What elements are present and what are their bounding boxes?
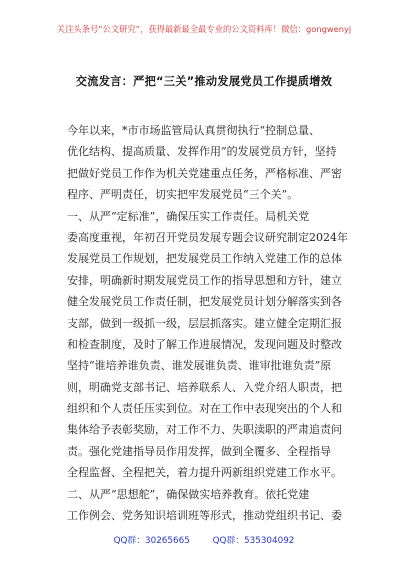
body-line: 则，明确党支部书记、培养联系人、入党介绍人职责，把 (67, 380, 342, 394)
footer-qq-groups (0, 533, 408, 546)
body-line: 发展党员工作规划，把发展党员工作纳入党建工作的总体 (67, 252, 342, 266)
qq-group-1: QQ群：30265665 (113, 536, 190, 546)
body-line: 组织和个人责任压实到位。对在工作中表现突出的个人和 (67, 402, 342, 416)
body-line: 和检查制度，及时了解工作进展情况，发现问题及时整改 (67, 337, 342, 351)
body-line: 优化结构、提高质量、发挥作用”的发展党员方针，坚持 (67, 145, 337, 159)
body-line: 二、从严“思想舵”，确保做实培养教育。依托党建 (67, 487, 310, 501)
body-line: 今年以来，*市市场监管局认真贯彻执行“控制总量、 (67, 124, 321, 137)
body-line: 一、从严“定标准”，确保压实工作责任。局机关党 (67, 209, 310, 223)
top-banner (0, 0, 408, 48)
qq-group-2: QQ群：535304092 (212, 536, 295, 546)
body-line: 坚持“谁培养谁负责、谁发展谁负责、谁审批谁负责”原 (67, 359, 332, 373)
body-line: 工作例会、党务知识培训班等形式，推动党组织书记、委 (67, 509, 342, 523)
body-line: 集体给予表彰奖励，对工作不力、失职渎职的严肃追责问 (67, 423, 342, 437)
body-line: 把做好党员工作作为机关党建重点任务，严格标准、严密 (67, 166, 342, 180)
body-line: 健全发展党员工作责任制，把发展党员计划分解落实到各 (67, 295, 342, 309)
body-line: 全程监督、全程把关，着力提升两新组织党建工作水平。 (67, 466, 342, 480)
body-line: 支部，做到一级抓一级，层层抓落实。建立健全定期汇报 (67, 316, 342, 330)
body-line: 委高度重视，年初召开党员发展专题会议研究制定2024年 (67, 230, 348, 244)
body-line: 程序、严明责任，切实把牢发展党员“三个关”。 (67, 188, 299, 202)
promo-banner-text: 关注头条号“公文研究”，获得最新最全最专业的公文资料库！微信：gongwenyj (56, 24, 352, 34)
body-line: 责。强化党建指导员作用发挥，做到全覆多、全程指导 (67, 444, 331, 458)
document-body (67, 120, 349, 526)
body-line: 安排，明确新时期发展党员工作的指导思想和方针，建立 (67, 273, 342, 287)
document-title: 交流发言：严把“三关”推动发展党员工作提质增效 (75, 75, 333, 88)
